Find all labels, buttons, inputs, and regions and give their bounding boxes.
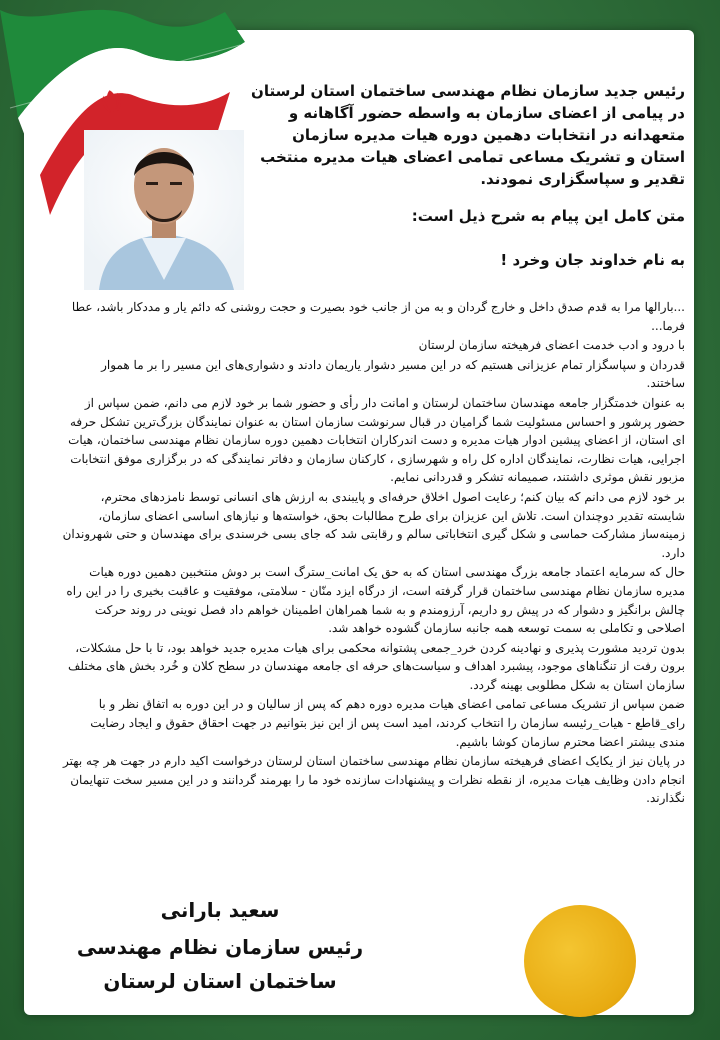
- gold-seal-icon: [524, 905, 636, 1017]
- intro-lead: رئیس جدید سازمان نظام مهندسی ساختمان استان لرستان در پیامی از اعضای سازمان به واسطه حضور آگاهانه و متعهدانه در انتخابات دهمین دوره هیات مدیره سازمان استان و تشریک مساعی تمامی اعضای هیات مدیره منتخب تقدیر و سپاسگزاری نمودند.: [251, 82, 685, 188]
- body-paragraph: قدردان و سپاسگزار تمام عزیزانی هستیم که در این مسیر دشوار یاریمان دادند و دشواری‌های این مسیر را بر ما هموار ساختند.: [101, 357, 685, 391]
- signature-title-line2: ساختمان استان لرستان: [103, 969, 337, 993]
- signature-title-line1: رئیس سازمان نظام مهندسی: [76, 935, 364, 959]
- body-paragraph: بدون تردید مشورت پذیری و نهادینه کردن خرد_جمعی پشتوانه محکمی برای هیات مدیره جدید خواهد بود، تا با حل مشکلات، برون رفت از تنگناهای موجود، پیشبرد اهداف و سیاست‌های حرفه ای جامعه مهندسان در سطح کلان و خُرد بخش های مختلف سازمان استان به شکل مطلوبی بهینه گردد.: [68, 640, 685, 692]
- signature-name: سعید بارانی: [160, 898, 280, 922]
- body-paragraph: ضمن سپاس از تشریک مساعی تمامی اعضای هیات مدیره دوره دهم که پس از سالیان و در این دوره به اتفاق نظر و با رای_قاطع - هیات_رئیسه سازمان را انتخاب کردند، امید است پس از این نیز بتوانیم در جهت احقاق حقوق و ایجاد رضایت مندی بیشتر اعضا محترم سازمان کوشا باشیم.: [90, 697, 685, 749]
- body-paragraph: به عنوان خدمتگزار جامعه مهندسان ساختمان لرستان و امانت دار رأی و حضور شما بر خود لازم می دانم، ضمن سپاس از حضور پرشور و احساس مسئولیت شما گرامیان در قبال سرنوشت سازمان استان به عنوان نمایندگان بزرگ‌ترین تشکل حرفه ای استان، از اعضای پیشین ادوار هیات مدیره و دست اندرکاران انتخابات دهمین دوره سازمان نظام مهندسی ساختمان، هیات اجرایی، هیات نظارت، نمایندگان اداره کل راه و شهرسازی ، کارکنان سازمان و دفاتر نمایندگی که در برگزاری موفق انتخابات مزبور نقش موثری داشتند، صمیمانه تشکر و قدردانی نمایم.: [68, 395, 685, 485]
- message-body: [62, 298, 685, 809]
- body-paragraph: حال که سرمایه اعتماد جامعه بزرگ مهندسی استان که به حق یک امانت_سترگ است بر دوش منتخبین دهمین دوره هیات مدیره سازمان نظام مهندسی ساختمان قرار گرفته است، از درگاه ایزد منّان - سلامتی، موفقیت و عاقبت بخیری را در این راه چالش برانگیز و دشوار که در پیش رو داریم، آرزومندم و به شما همراهان اطمینان خواهم داد فصل نوینی در روند حرکت اصلاحی و تکاملی به سمت توسعه همه جانبه سازمان گشوده خواهد شد.: [66, 565, 685, 636]
- body-paragraph: بر خود لازم می دانم که بیان کنم؛ رعایت اصول اخلاق حرفه‌ای و پایبندی به ارزش های انسانی توسط نامزدهای محترم، شایسته تقدیر دوچندان است. تلاش این عزیزان برای طرح مطالبات بحق، خواسته‌ها و نیازهای اساسی اعضای سازمان، زمینه‌ساز مشارکت حماسی و شکل گیری انتخاباتی سالم و رقابتی شد که جای بسی خرسندی برای مهندسان و حتی شهروندان دارد.: [62, 489, 685, 560]
- invocation-heading: به نام خداوند جان وخرد !: [500, 251, 685, 269]
- body-paragraph: ...بارالها مرا به قدم صدق داخل و خارج گردان و به من از جانب خود بصیرت و حجت روشنی که دائم یار و مددکار باشد، عطا فرما...: [71, 300, 685, 333]
- portrait-photo: [84, 130, 244, 290]
- full-text-label: متن کامل این پیام به شرح ذیل است:: [411, 207, 685, 225]
- body-paragraph: با درود و ادب خدمت اعضای فرهیخته سازمان لرستان: [418, 338, 685, 353]
- body-paragraph: در پایان نیز از یکایک اعضای فرهیخته سازمان نظام مهندسی ساختمان استان لرستان درخواست اکید دارم در جهت هر چه بهتر انجام دادن وظایف هیات مدیره، از نقطه نظرات و پیشنهادات سازنده خود ما را بهرمند گردانند و در این مسیر سخت تنهایمان نگذارند.: [63, 754, 685, 806]
